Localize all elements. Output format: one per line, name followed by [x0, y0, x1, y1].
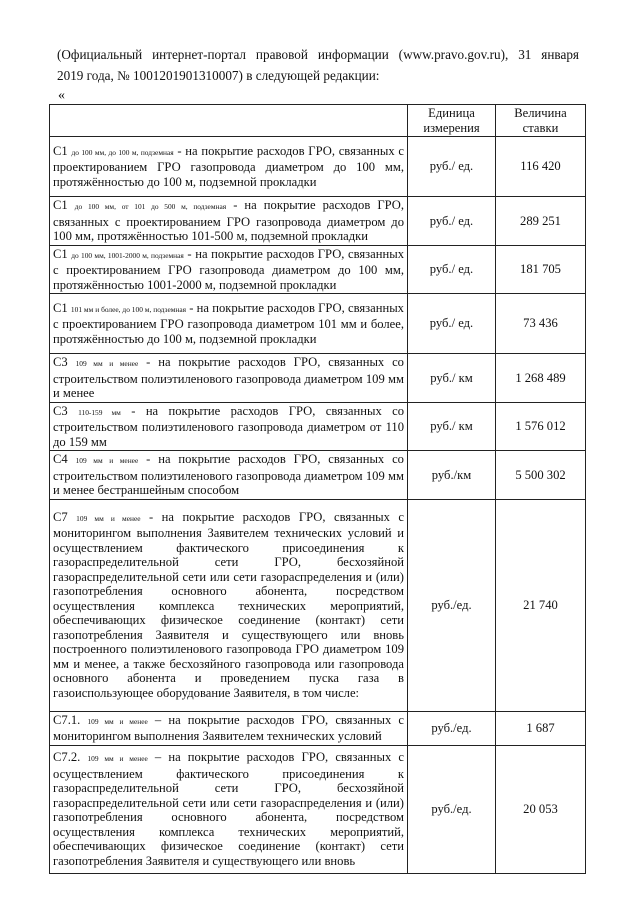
- rate-unit: руб./ ед.: [408, 137, 496, 197]
- rate-unit: руб./ед.: [408, 499, 496, 711]
- rates-table: [49, 104, 586, 874]
- intro-line-2: 2019 года, № 1001201901310007) в следующей редакции:: [57, 68, 380, 83]
- rate-unit: руб./ ед.: [408, 197, 496, 246]
- rate-value: 181 705: [496, 245, 586, 294]
- rate-description: [50, 197, 408, 246]
- rate-text: - на покрытие расходов ГРО, связанных с мониторингом выполнения Заявителем технических условий и осуществлением фактического присоединения к газораспределительной сети ГРО, бесхозяйной газораспределительной сети или сети газораспределения и (или) газопотребления основного абонента, посредством осуществления комплекса технических мероприятий, обеспечивающих физическое соединение (контакт) сети газопотребления Заявителя и существующего или вновь построенного полиэтиленового газопровода ГРО диаметром 109 мм и менее, а также бесхозяйного газопровода или газопровода основного абонента и проведением пуска газа в газоиспользующее оборудование Заявителя, в том числе:: [53, 509, 404, 700]
- table-row: [50, 294, 586, 354]
- rate-description: [50, 245, 408, 294]
- rate-code: С1: [53, 246, 68, 261]
- rate-value: 1 576 012: [496, 402, 586, 451]
- table-row: [50, 354, 586, 403]
- header-rate: Величина ставки: [496, 105, 586, 137]
- rate-code: С7: [53, 509, 68, 524]
- header-unit: Единица измерения: [408, 105, 496, 137]
- rate-unit: руб./ед.: [408, 711, 496, 745]
- rate-code: С7.1.: [53, 712, 81, 727]
- rate-text: - на покрытие расходов ГРО, связанных со строительством полиэтиленового газопровода диаметром 109 мм и менее: [53, 355, 404, 400]
- rate-value: 289 251: [496, 197, 586, 246]
- rate-value: 21 740: [496, 499, 586, 711]
- rate-code-qualifier: 109 мм и менее: [76, 513, 141, 523]
- rate-value: 73 436: [496, 294, 586, 354]
- rate-value: 1 687: [496, 711, 586, 745]
- rate-text: – на покрытие расходов ГРО, связанных с мониторингом выполнения Заявителем технических условий: [53, 712, 404, 743]
- opening-quote: «: [58, 88, 65, 103]
- rate-code: С1: [53, 143, 68, 158]
- table-row: [50, 137, 586, 197]
- rate-code-qualifier: до 100 мм, до 100 м, подземная: [71, 147, 174, 157]
- table-row: [50, 499, 586, 711]
- rate-description: [50, 294, 408, 354]
- rate-description: [50, 137, 408, 197]
- rate-text: - на покрытие расходов ГРО, связанных с проектированием ГРО газопровода диаметром 101 мм и более, протяжённостью до 100 м, подземной прокладки: [53, 300, 404, 346]
- rate-code-qualifier: до 100 мм, от 101 до 500 м, подземная: [74, 202, 227, 211]
- rate-code-qualifier: 110-159 мм: [78, 407, 121, 417]
- rate-value: 116 420: [496, 137, 586, 197]
- rate-description: [50, 711, 408, 745]
- rate-description: [50, 499, 408, 711]
- rate-description: [50, 354, 408, 403]
- table-row: [50, 402, 586, 451]
- rate-description: [50, 745, 408, 873]
- rate-text: - на покрытие расходов ГРО, связанных с проектированием ГРО газопровода диаметром до 100 мм, протяжённостью до 100 м, подземной прокладки: [53, 143, 404, 189]
- table-body: [50, 137, 586, 874]
- rate-text: - на покрытие расходов ГРО, связанных с проектированием ГРО газопровода диаметром до 100 мм, протяжённостью 101-500 м, подземной прокладки: [53, 198, 405, 243]
- rate-text: - на покрытие расходов ГРО, связанных с проектированием ГРО газопровода диаметром до 100 мм, протяжённостью 1001-2000 м, подземной прокладки: [53, 246, 404, 292]
- rate-code-qualifier: 109 мм и менее: [75, 456, 139, 465]
- table-row: [50, 451, 586, 500]
- rate-description: [50, 402, 408, 451]
- rate-code: С7.2.: [53, 750, 81, 764]
- rate-unit: руб./ ед.: [408, 245, 496, 294]
- rate-text: - на покрытие расходов ГРО, связанных со строительством полиэтиленового газопровода диаметром 109 мм и менее бестраншейным способом: [53, 452, 404, 497]
- rate-value: 1 268 489: [496, 354, 586, 403]
- rate-code-qualifier: 101 мм и более, до 100 м, подземная: [70, 304, 187, 314]
- rate-code-qualifier: до 100 мм, 1001-2000 м, подземная: [71, 250, 184, 260]
- rate-text: – на покрытие расходов ГРО, связанных с осуществлением фактического присоединения к газораспределительной сети ГРО, бесхозяйной газораспределительной сети или сети газораспределения и (или) газопотребления основного абонента, посредством осуществления комплекса технических мероприятий, обеспечивающих физическое соединение (контакт) сети газопотребления Заявителя и существующего или вновь: [53, 750, 404, 868]
- rate-unit: руб./ км: [408, 354, 496, 403]
- table-row: [50, 197, 586, 246]
- rate-value: 5 500 302: [496, 451, 586, 500]
- rate-code-qualifier: 109 мм и менее: [87, 716, 148, 726]
- rate-unit: руб./км: [408, 451, 496, 500]
- intro-line-1: (Официальный интернет-портал правовой информации (www.pravo.gov.ru), 31 января: [57, 47, 579, 62]
- table-row: [50, 745, 586, 873]
- rate-value: 20 053: [496, 745, 586, 873]
- rate-code: С1: [53, 198, 68, 212]
- rate-code: С3: [53, 355, 68, 369]
- rate-code-qualifier: 109 мм и менее: [87, 754, 148, 763]
- table-row: [50, 245, 586, 294]
- rate-text: - на покрытие расходов ГРО, связанных со строительством полиэтиленового газопровода диаметром от 110 до 159 мм: [53, 403, 404, 449]
- intro-paragraph: [57, 44, 579, 86]
- header-description: [50, 105, 408, 137]
- rate-code: С3: [53, 403, 68, 418]
- rate-code: С1: [53, 300, 68, 315]
- rate-code: С4: [53, 452, 68, 466]
- rate-unit: руб./ км: [408, 402, 496, 451]
- rate-unit: руб./ ед.: [408, 294, 496, 354]
- rate-code-qualifier: 109 мм и менее: [75, 359, 139, 368]
- table-row: [50, 711, 586, 745]
- rate-unit: руб./ед.: [408, 745, 496, 873]
- rate-description: [50, 451, 408, 500]
- table-header-row: [50, 105, 586, 137]
